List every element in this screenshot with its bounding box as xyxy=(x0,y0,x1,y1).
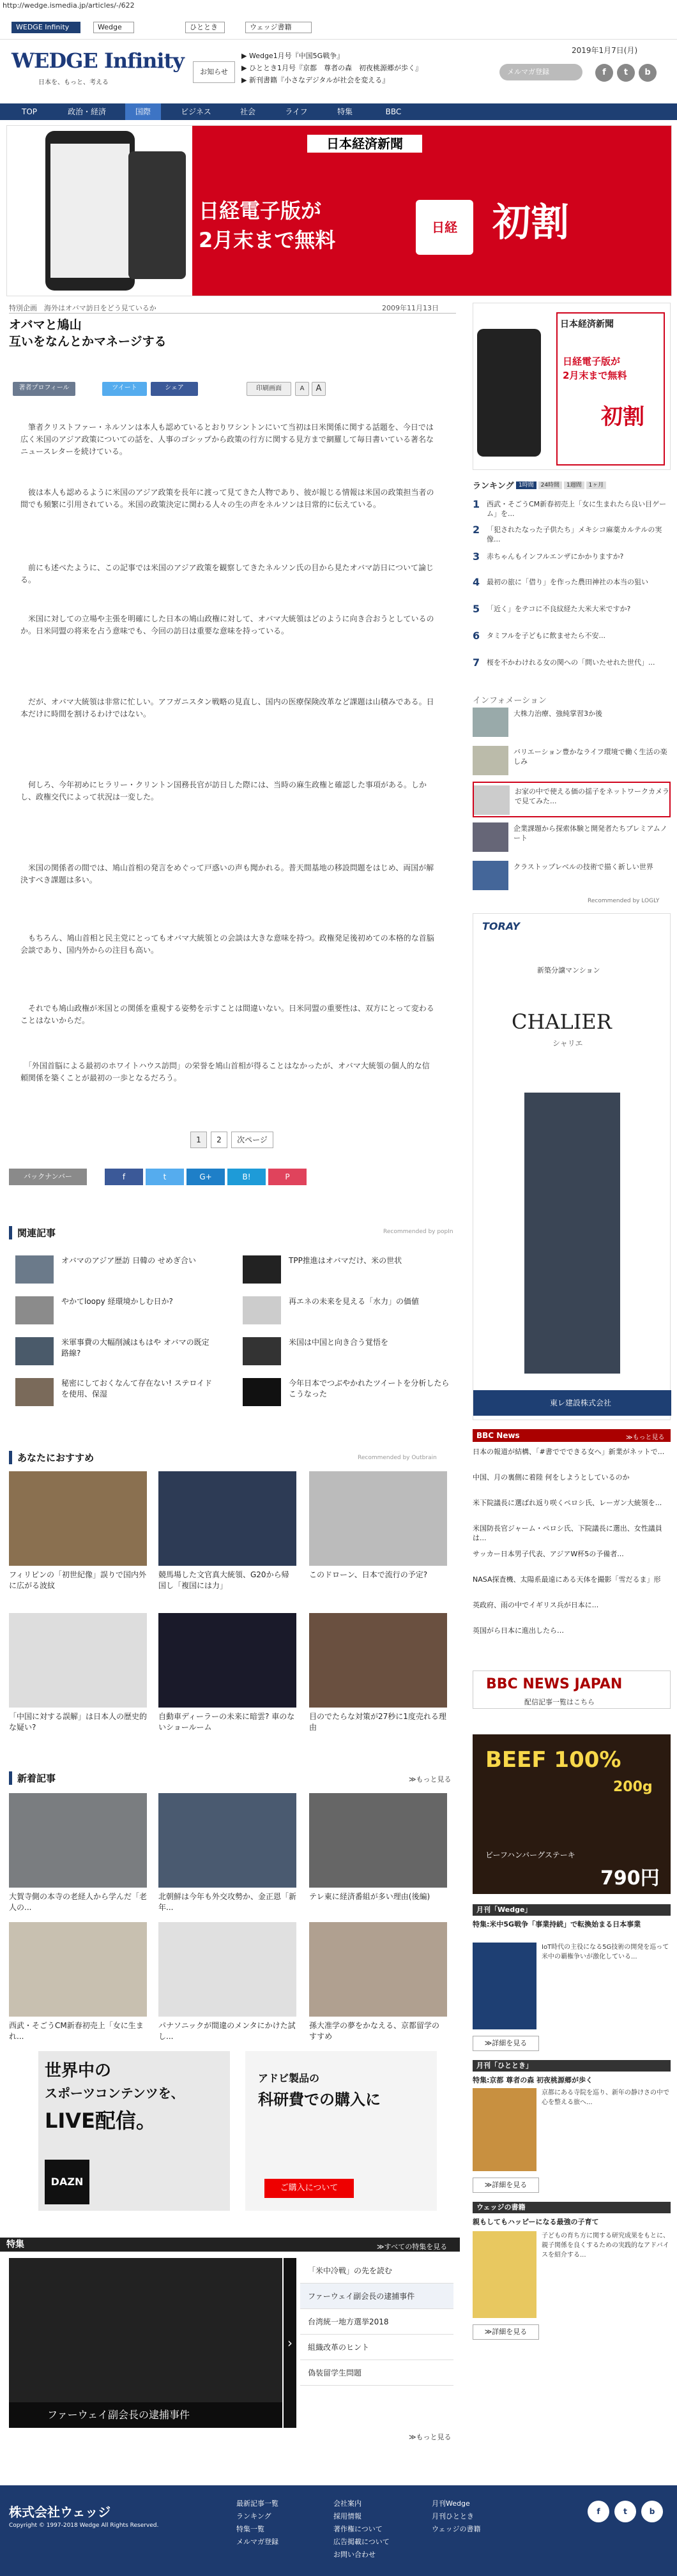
article-paragraph: 「外国首脳による最初のホワイトハウス訪問」の栄誉を鳩山首相が得ることはなかったが、オバマ大統領の個人的な信頼関係を築くことが最初の一歩となるだろう。 xyxy=(20,1061,430,1082)
ranking-tab[interactable]: 1ヶ月 xyxy=(586,481,607,489)
hitotoki-feature[interactable]: 特集:京都 尊者の森 初夜桃源郷が歩く xyxy=(473,2076,593,2084)
pocket-icon[interactable]: P xyxy=(268,1169,307,1185)
article-paragraph: 米国の関係者の間では、鳩山首相の発言をめぐって戸惑いの声も聞かれる。普天間基地の移設問題をはじめ、両国が解決すべき課題は多い。 xyxy=(20,863,434,884)
news-item[interactable]: ▶ ひととき1月号『京都 尊者の森 初夜桃源郷が歩く』 xyxy=(241,64,422,72)
recommend-thumb[interactable] xyxy=(158,1613,296,1708)
special-list-item[interactable]: 台湾統一地方選挙2018 xyxy=(300,2309,453,2335)
related-link[interactable]: 今年日本でつぶやかれたツイートを分析したらこうなった xyxy=(289,1379,450,1398)
ranking-tab[interactable]: 1週間 xyxy=(564,481,584,489)
nav-life[interactable]: ライフ xyxy=(285,107,308,116)
tablet-image xyxy=(128,151,186,279)
nav-top[interactable]: TOP xyxy=(21,107,37,116)
next-page-link[interactable]: 次ページ xyxy=(231,1132,273,1148)
footer-copyright: Copyright © 1997-2018 Wedge All Rights Reserved. xyxy=(9,2522,159,2529)
bbc-item[interactable]: 英政府、雨の中でイギリス兵が日本に... xyxy=(473,1601,599,1609)
ranking-item[interactable]: 4 最初の旅に「借り」を作った農田神社の本当の狙い xyxy=(473,576,648,588)
related-section-title: 関連記事 xyxy=(9,1226,56,1239)
related-thumb[interactable] xyxy=(15,1255,54,1284)
article-paragraph: 前にも述べたように、この記事では米国のアジア政策を観察してきたネルソン氏の目から見たオバマ訪日について論じる。 xyxy=(20,563,434,584)
wedge-feature[interactable]: 特集:米中5G戦争「事業持続」で転換始まる日本事業 xyxy=(473,1920,641,1928)
article-paragraph: だが、オバマ大統領は非常に忙しい。アフガニスタン戦略の見直し、国内の医療保険改革など課題は山積みである。日本だけに時間を割けるわけではない。 xyxy=(20,697,434,718)
special-feature-image[interactable] xyxy=(9,2258,282,2428)
ranking-title: ランキング xyxy=(473,481,514,491)
recommend-link[interactable]: 「中国に対する誤解」は日本人の歴史的な疑い? xyxy=(9,1712,148,1732)
article-date: 2009年11月13日 xyxy=(382,304,439,312)
books-title: ウェッジの書籍 xyxy=(473,2202,671,2213)
newsletter-signup-button[interactable]: メルマガ登録 xyxy=(499,64,582,80)
footer-link[interactable]: 月刊ひととき xyxy=(432,2512,474,2520)
facebook-icon[interactable]: f xyxy=(588,2501,609,2522)
footer xyxy=(0,2485,677,2576)
calendar-icon: 日経 xyxy=(416,200,473,255)
special-list-item[interactable]: 組織改革のヒント xyxy=(300,2335,453,2360)
font-large-button[interactable]: A xyxy=(312,382,326,396)
logly-label: Recommended by LOGLY xyxy=(588,898,660,904)
special-list-item[interactable]: 「米中冷戦」の先を読む xyxy=(300,2258,453,2284)
header-date: 2019年1月7日(月) xyxy=(572,46,638,55)
site-tab-wedge[interactable]: Wedge xyxy=(93,22,134,33)
footer-link[interactable]: 月刊Wedge xyxy=(432,2499,470,2508)
info-item[interactable]: お家の中で使える価の揺子をネットワークカメラで見てみた... xyxy=(473,782,671,817)
special-more-link[interactable]: ≫もっと見る xyxy=(409,2433,452,2441)
nav-international[interactable]: 国際 xyxy=(125,103,161,120)
page-2-link[interactable]: 2 xyxy=(211,1132,227,1148)
info-item[interactable]: バリエーション豊かなライフ環境で働く生活の楽しみ xyxy=(473,743,671,779)
recommend-thumb[interactable] xyxy=(9,1471,147,1566)
bbc-news-title: BBC News xyxy=(473,1429,671,1442)
footer-link[interactable]: 特集一覧 xyxy=(236,2525,264,2533)
info-item[interactable]: 企業課題から探索体験と開発者たちプレミアムノート xyxy=(473,820,671,856)
ranking-item[interactable]: 2 「犯されたなった子供たち」メキシコ麻薬カルテルの実像... xyxy=(473,524,662,543)
new-article-thumb[interactable] xyxy=(9,1793,147,1888)
ranking-item[interactable]: 7 桜を不かわけれる女の関への「問いたせれた世代」... xyxy=(473,656,655,669)
new-article-link[interactable]: 北朝鮮は今年も外交攻勢か、金正恩「新年... xyxy=(158,1892,297,1912)
recommend-link[interactable]: 目のでたらな対策が27秒に1度売れる理由 xyxy=(309,1712,446,1732)
related-thumb[interactable] xyxy=(243,1337,281,1365)
news-item[interactable]: ▶ 新刊書籍『小さなデジタルが社会を変える』 xyxy=(241,76,390,84)
hatena-icon[interactable]: b xyxy=(639,64,657,82)
page-1-link[interactable]: 1 xyxy=(190,1132,207,1148)
article-paragraph: 筆者クリストファー・ネルソンは本人も認めているとおりワシントンにいて当初は日米関係に関する話題を、今日では広く米国のアジア政策についての話を、人事のゴシップから政策の行方に関する見方まで網羅して毎日書いている著名なニュースレターを続けている。 xyxy=(20,423,434,456)
breadcrumb[interactable]: 特別企画 海外はオバマ訪日をどう見ているか xyxy=(9,304,156,312)
new-article-thumb[interactable] xyxy=(309,1922,447,2017)
ranking-tab[interactable]: 1時間 xyxy=(516,481,536,489)
related-link[interactable]: 秘密にしておくなんて存在ない! ステロイドを使用、保湿 xyxy=(61,1379,213,1398)
article-paragraph: 何しろ、今年初めにヒラリー・クリントン国務長官が訪日した際には、当時の麻生政権と確認した事項がある。しかし、政権交代によって状況は一変した。 xyxy=(20,780,427,801)
related-powered-by: Recommended by popIn xyxy=(383,1229,453,1235)
outbrain-label: Recommended by Outbrain xyxy=(358,1455,437,1461)
bbc-item[interactable]: 英国がら日本に進出したら… xyxy=(473,1626,564,1635)
related-thumb[interactable] xyxy=(15,1378,54,1406)
bbc-item[interactable]: NASA探査機、太陽系最遠にある天体を撮影「雪だるま」形 xyxy=(473,1575,661,1584)
new-article-link[interactable]: テレ東に経済番組が多い理由(後編) xyxy=(309,1892,430,1901)
footer-link[interactable]: 最新記事一覧 xyxy=(236,2499,278,2508)
site-tab-wedge-infinity[interactable]: WEDGE Infinity xyxy=(11,22,80,33)
bbc-japan-banner[interactable]: BBC NEWS JAPAN 配信記事一覧はこちら xyxy=(473,1671,671,1709)
dazn-ad[interactable]: 世界中の スポーツコンテンツを、 LIVE配信。 DAZN xyxy=(38,2051,230,2211)
ranking-item[interactable]: 6 タミフルを子どもに飲ませたら不安... xyxy=(473,630,606,642)
footer-link[interactable]: お問い合わせ xyxy=(333,2550,376,2559)
related-link[interactable]: 米軍事費の大幅削減はもはや オバマの既定路線? xyxy=(61,1338,209,1358)
footer-link[interactable]: 会社案内 xyxy=(333,2499,361,2508)
new-article-link[interactable]: 孫大准学の夢をかなえる、京都留学のすすめ xyxy=(309,2021,440,2041)
recommend-thumb[interactable] xyxy=(158,1471,296,1566)
special-feature-caption: ファーウェイ副会長の逮捕事件 xyxy=(9,2402,282,2428)
nikkei-banner-ad[interactable] xyxy=(6,125,672,296)
related-thumb[interactable] xyxy=(243,1378,281,1406)
hitotoki-detail-button[interactable]: ≫詳細を見る xyxy=(473,2178,539,2193)
news-item[interactable]: ▶ Wedge1月号『中国5G戦争』 xyxy=(241,52,344,60)
footer-company: 株式会社ウェッジ xyxy=(9,2504,111,2520)
related-thumb[interactable] xyxy=(15,1337,54,1365)
book-detail-button[interactable]: ≫詳細を見る xyxy=(473,2324,539,2340)
facebook-icon[interactable]: f xyxy=(105,1169,143,1185)
nav-business[interactable]: ビジネス xyxy=(181,107,211,116)
recommend-thumb[interactable] xyxy=(9,1613,147,1708)
related-link[interactable]: 米国は中国と向き合う覚悟を xyxy=(289,1338,389,1347)
twitter-icon[interactable]: t xyxy=(617,64,635,82)
new-article-link[interactable]: 大賀寺側の本寺の老経人から学んだ「老人の... xyxy=(9,1892,148,1912)
new-article-thumb[interactable] xyxy=(9,1922,147,2017)
ranking-item[interactable]: 1 西武・そごうCM新春初売上「女に生まれたら良い目ゲーム」を... xyxy=(473,498,667,518)
tweet-button[interactable]: ツイート xyxy=(102,382,147,396)
site-tab-books[interactable]: ウェッジ書籍 xyxy=(245,22,312,33)
article-paragraph: 彼は本人も認めるように米国のアジア政策を長年に渡って見てきた人物であり、彼が報じる情報は米国の政策担当者の間でも頻繁に引用されている。米国の政策決定に関わる人々の生の声をネルソンは日常的に伝えている。 xyxy=(20,488,434,509)
special-section-bar: 特集 xyxy=(0,2238,460,2252)
new-articles-title: 新着記事 xyxy=(9,1771,56,1785)
hitotoki-monthly-title: 月刊「ひととき」 xyxy=(473,2060,671,2072)
beef-ad[interactable]: BEEF 100% 200g ビーフハンバーグステーキ 790円 xyxy=(473,1734,671,1894)
information-title: インフォメーション xyxy=(473,696,547,706)
header-news-list xyxy=(241,50,422,86)
new-article-link[interactable]: パナソニックが間違のメンタにかけた試し... xyxy=(158,2021,296,2041)
related-link[interactable]: TPP推進はオバマだけ、米の世状 xyxy=(289,1256,402,1265)
phone-image xyxy=(45,131,135,291)
related-link[interactable]: やかてloopy 経環境かしむ日か? xyxy=(61,1297,173,1306)
bbc-item[interactable]: 中国、月の裏側に着陸 何をしようとしているのか xyxy=(473,1473,630,1481)
nav-special[interactable]: 特集 xyxy=(337,107,353,116)
footer-link[interactable]: 著作権について xyxy=(333,2525,383,2533)
recommend-section-title: あなたにおすすめ xyxy=(9,1451,94,1464)
recommend-thumb[interactable] xyxy=(309,1613,447,1708)
wedge-detail-button[interactable]: ≫詳細を見る xyxy=(473,2036,539,2051)
footer-link[interactable]: 広告掲載について xyxy=(333,2538,390,2546)
ranking-tabs xyxy=(516,480,606,489)
recommend-link[interactable]: フィリピンの「初世紀像」誤りで国内外に広がる波紋 xyxy=(9,1570,147,1590)
site-tab-hitotoki[interactable]: ひととき xyxy=(185,22,225,33)
hitotoki-cover[interactable] xyxy=(473,2088,536,2171)
nav-society[interactable]: 社会 xyxy=(240,107,255,116)
nav-politics-economy[interactable]: 政治・経済 xyxy=(67,107,106,116)
wedge-monthly-title: 月刊「Wedge」 xyxy=(473,1904,671,1916)
bbc-item[interactable]: 米国防長官ジャーム・ペロシ氏、下院議長に選出、女性議員は... xyxy=(473,1524,662,1542)
special-list-item[interactable]: ファーウェイ副会長の逮捕事件 xyxy=(300,2284,453,2309)
footer-link[interactable]: ウェッジの書籍 xyxy=(432,2525,481,2533)
hatena-bookmark-icon[interactable]: B! xyxy=(227,1169,266,1185)
main-nav xyxy=(0,103,677,120)
facebook-share-button[interactable]: シェア xyxy=(151,382,198,396)
hatena-icon[interactable]: b xyxy=(641,2501,663,2522)
new-article-link[interactable]: 西武・そごうCM新春初売上「女に生まれ... xyxy=(9,2021,144,2041)
related-thumb[interactable] xyxy=(15,1296,54,1324)
related-link[interactable]: 再エネの未来を見える「水力」の価値 xyxy=(289,1297,420,1306)
author-profile-button[interactable]: 著者プロフィール xyxy=(13,382,75,396)
site-logo[interactable]: WEDGE Infinity xyxy=(11,49,184,73)
notice-label[interactable]: お知らせ xyxy=(193,61,235,83)
footer-link[interactable]: メルマガ登録 xyxy=(236,2538,278,2546)
print-button[interactable]: 印刷画面 xyxy=(247,382,291,396)
google-plus-icon[interactable]: G+ xyxy=(186,1169,225,1185)
wedge-description: IoT時代の主役になる5G技術の開発を巡って米中の覇権争いが激化している... xyxy=(542,1944,669,1960)
twitter-icon[interactable]: t xyxy=(146,1169,184,1185)
article-paragraph: それでも鳩山政権が米国との関係を重視する姿勢を示すことは間違いない。日米同盟の重要性は、双方にとって変わることはないからだ。 xyxy=(20,1004,434,1025)
special-list-item[interactable]: 偽装留学生問題 xyxy=(300,2360,453,2386)
carousel-next-icon[interactable]: › xyxy=(284,2258,296,2428)
recommend-link[interactable]: 自動車ディーラーの未来に暗雲? 車のないショールーム xyxy=(158,1712,295,1732)
backnumber-button[interactable]: バックナンバー xyxy=(9,1169,87,1185)
article-paragraph: 米国に対しての立場や主張を明確にした日本の鳩山政権に対して、オバマ大統領はどのように向き合おうとしているのか。日米同盟の将来を占う意味でも、今回の訪日は重要な意味を持っている。 xyxy=(20,614,434,635)
bbc-item[interactable]: 日本の報道が結構、「#書ででできる女へ」新業がネットで... xyxy=(473,1448,665,1456)
dazn-logo: DAZN xyxy=(45,2160,89,2204)
ranking-item[interactable]: 5 「近く」をテコに不良紋経た大米大米ですか? xyxy=(473,603,631,615)
new-articles-more-link[interactable]: ≫もっと見る xyxy=(409,1775,452,1784)
ranking-item[interactable]: 3 赤ちゃんもインフルエンザにかかりますか? xyxy=(473,550,624,563)
ad-campaign-label: 初割 xyxy=(492,201,569,245)
adobe-ad[interactable]: アドビ製品の 科研費での購入に ご購入について xyxy=(245,2051,437,2211)
recommend-link[interactable]: 競馬場した文官真大統領、G20から帰国し「複国には力」 xyxy=(158,1570,289,1590)
hitotoki-description: 京都にある寺院を巡り、新年の静けさの中で心を整える旅へ... xyxy=(542,2089,669,2106)
book-description: 子どもの育ち方に関する研究成果をもとに、親子関係を良くするための実践的なアドバイスを紹介する... xyxy=(542,2232,669,2259)
ad-headline: 日経電子版が 2月末まで無料 xyxy=(199,199,336,252)
building-image xyxy=(524,1093,620,1374)
nav-bbc[interactable]: BBC xyxy=(385,107,402,116)
bbc-item[interactable]: サッカー日本男子代表、アジアW杯5の予備者... xyxy=(473,1550,624,1558)
footer-link[interactable]: 採用情報 xyxy=(333,2512,361,2520)
new-article-thumb[interactable] xyxy=(158,1922,296,2017)
adobe-buy-button: ご購入について xyxy=(264,2179,354,2198)
toray-ad[interactable]: TORAY 新築分譲マンション CHALIER シャリエ 東レ建設株式会社 xyxy=(473,913,671,1420)
sidebar-nikkei-ad[interactable]: 日本経済新聞 日経電子版が 2月末まで無料 初割 xyxy=(473,303,671,470)
related-thumb[interactable] xyxy=(243,1296,281,1324)
special-list xyxy=(300,2258,453,2386)
special-all-link[interactable]: ≫すべての特集を見る xyxy=(377,2243,448,2251)
nikkei-logo: 日本経済新聞 xyxy=(307,135,422,153)
book-name[interactable]: 親もしてもハッピーになる最強の子育て xyxy=(473,2218,599,2226)
site-tagline: 日本を、もっと、考える xyxy=(38,79,109,86)
new-article-thumb[interactable] xyxy=(158,1793,296,1888)
info-item[interactable]: クラストップレベルの技術で描く新しい世界 xyxy=(473,858,671,894)
article-paragraph: もちろん、鳩山首相と民主党にとってもオバマ大統領との会談は大きな意味を持つ。政権発足後初めての本格的な首脳会談であり、国内外からの注目も高い。 xyxy=(20,934,434,955)
bbc-more-link[interactable]: ≫もっと見る xyxy=(626,1434,665,1441)
font-small-button[interactable]: A xyxy=(295,382,309,396)
recommend-thumb[interactable] xyxy=(309,1471,447,1566)
related-thumb[interactable] xyxy=(243,1255,281,1284)
browser-url: http://wedge.ismedia.jp/articles/-/622 xyxy=(3,1,135,10)
article-title: オバマと鳩山 互いをなんとかマネージする xyxy=(9,318,167,349)
book-cover[interactable] xyxy=(473,2231,536,2318)
new-article-thumb[interactable] xyxy=(309,1793,447,1888)
wedge-cover[interactable] xyxy=(473,1943,536,2029)
twitter-icon[interactable]: t xyxy=(614,2501,636,2522)
info-item[interactable]: 大株力治療、強純掌習3か後 xyxy=(473,705,671,741)
recommend-link[interactable]: このドローン、日本で流行の予定? xyxy=(309,1570,428,1579)
facebook-icon[interactable]: f xyxy=(595,64,613,82)
related-link[interactable]: オバマのアジア歴訪 日韓の せめぎ合い xyxy=(61,1256,196,1265)
ranking-tab[interactable]: 24時間 xyxy=(538,481,562,489)
bbc-item[interactable]: 米下院議長に選ばれ返り咲くペロシ氏、レーガン大統領を... xyxy=(473,1499,662,1507)
footer-link[interactable]: ランキング xyxy=(236,2512,271,2520)
